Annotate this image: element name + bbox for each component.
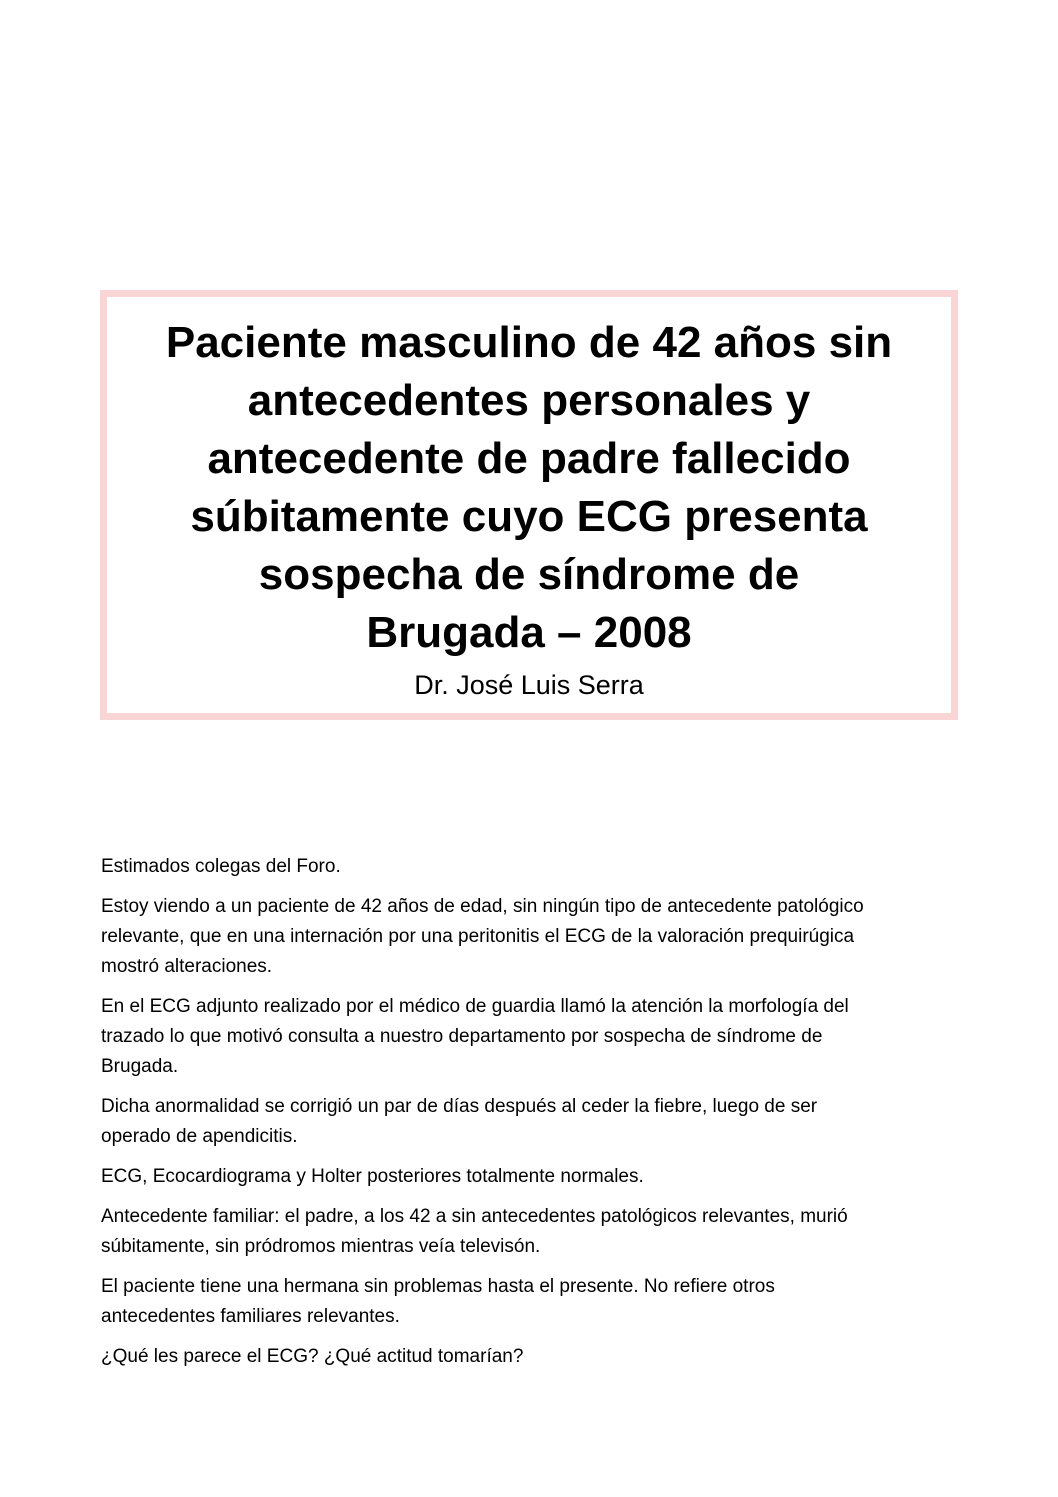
title-line: sospecha de síndrome de — [258, 550, 800, 599]
text-line: ¿Qué les parece el ECG? ¿Qué actitud tomarían? — [101, 1346, 524, 1367]
text-line: relevante, que en una internación por una peritonitis el ECG de la valoración prequirúgica — [101, 926, 855, 947]
text-line: Estoy viendo a un paciente de 42 años de edad, sin ningún tipo de antecedente patológico — [101, 896, 864, 917]
text-line: antecedentes familiares relevantes. — [101, 1306, 400, 1327]
text-line: súbitamente, sin pródromos mientras veía televisón. — [101, 1236, 541, 1257]
text-line: mostró alteraciones. — [101, 956, 273, 977]
paragraph-question — [101, 1342, 961, 1372]
text-line: Antecedente familiar: el padre, a los 42 a sin antecedentes patológicos relevantes, murió — [101, 1206, 848, 1227]
text-line: Dicha anormalidad se corrigió un par de días después al ceder la fiebre, luego de ser — [101, 1096, 818, 1117]
author: Dr. José Luis Serra — [414, 670, 644, 700]
paragraph-greeting — [101, 852, 961, 882]
text-line: El paciente tiene una hermana sin problemas hasta el presente. No refiere otros — [101, 1276, 775, 1297]
text-line: Brugada. — [101, 1056, 179, 1077]
paragraph-followup — [101, 1162, 961, 1192]
title-line: súbitamente cuyo ECG presenta — [190, 492, 868, 541]
document-title — [107, 297, 951, 662]
title-line: Brugada – 2008 — [366, 608, 692, 657]
document-body — [101, 852, 961, 1382]
paragraph-family-history — [101, 1202, 961, 1262]
paragraph-sibling — [101, 1272, 961, 1332]
paragraph-correction — [101, 1092, 961, 1152]
title-line: Paciente masculino de 42 años sin — [165, 318, 893, 367]
title-box — [100, 290, 958, 720]
paragraph-ecg — [101, 992, 961, 1082]
text-line: operado de apendicitis. — [101, 1126, 298, 1147]
text-line: Estimados colegas del Foro. — [101, 856, 341, 877]
title-line: antecedente de padre fallecido — [207, 434, 851, 483]
text-line: ECG, Ecocardiograma y Holter posteriores totalmente normales. — [101, 1166, 644, 1187]
title-line: antecedentes personales y — [247, 376, 811, 425]
text-line: En el ECG adjunto realizado por el médico de guardia llamó la atención la morfología del — [101, 996, 849, 1017]
paragraph-patient — [101, 892, 961, 982]
text-line: trazado lo que motivó consulta a nuestro departamento por sospecha de síndrome de — [101, 1026, 823, 1047]
